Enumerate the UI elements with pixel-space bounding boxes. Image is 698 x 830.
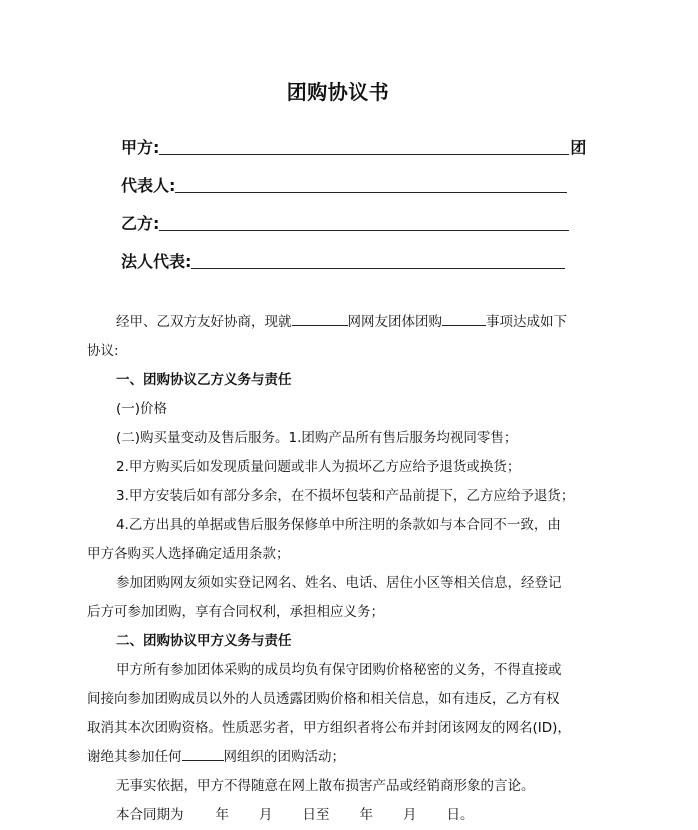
party-a-field <box>121 134 586 158</box>
representative-blank[interactable] <box>175 192 567 193</box>
clause-item-4b: 甲方各购买人选择确定适用条款； <box>87 546 290 562</box>
clause-item-3: 3.甲方安装后如有部分多余，在不损坏包装和产品前提下，乙方应给予退货； <box>116 488 575 504</box>
clause-registration-b: 后方可参加团购，享有合同权利，承担相应义务； <box>87 604 384 620</box>
term-start-month: 月 <box>259 807 273 823</box>
confidentiality-text-b: 网组织的团购活动； <box>223 749 345 765</box>
term-start-year: 年 <box>215 807 229 823</box>
term-start-day: 日至 <box>302 807 330 823</box>
clause-no-defamation: 无事实依据，甲方不得随意在网上散布损害产品或经销商形象的言论。 <box>116 778 535 794</box>
term-end-month: 月 <box>403 807 417 823</box>
clause-confidentiality-a: 甲方所有参加团体采购的成员均负有保守团购价格秘密的义务，不得直接或 <box>116 662 562 678</box>
party-b-blank[interactable] <box>159 230 569 231</box>
website-blank[interactable] <box>292 311 348 326</box>
intro-text-a: 经甲、乙双方友好协商，现就 <box>116 314 292 330</box>
clause-confidentiality-b: 间接向参加团购成员以外的人员透露团购价格和相关信息，如有违反，乙方有权 <box>87 691 560 707</box>
party-a-label: 甲方: <box>121 138 160 157</box>
clause-item-4a: 4.乙方出具的单据或售后服务保修单中所注明的条款如与本合同不一致，由 <box>116 517 561 533</box>
party-b-field <box>121 210 569 234</box>
item-blank[interactable] <box>442 311 486 326</box>
legal-rep-blank[interactable] <box>191 268 565 269</box>
intro-text-b: 网网友团体团购 <box>347 314 442 330</box>
party-a-blank[interactable] <box>159 154 569 155</box>
clause-item-2: 2.甲方购买后如发现质量问题或非人为损坏乙方应给予退货或换货； <box>116 459 521 475</box>
legal-rep-label: 法人代表: <box>121 252 192 271</box>
intro-text-c: 事项达成如下 <box>486 314 567 330</box>
clause-confidentiality-c: 取消其本次团购资格。性质恶劣者，甲方组织者将公布并封闭该网友的网名(ID)， <box>87 720 571 736</box>
section-1-heading: 一、团购协议乙方义务与责任 <box>116 372 292 388</box>
term-end-day: 日。 <box>446 807 474 823</box>
term-prefix: 本合同期为 <box>116 807 184 823</box>
representative-label: 代表人: <box>121 176 176 195</box>
contract-term <box>87 801 597 830</box>
party-a-suffix: 团 <box>570 138 587 157</box>
section-2-heading: 二、团购协议甲方义务与责任 <box>116 633 292 649</box>
term-end-year: 年 <box>359 807 373 823</box>
representative-field <box>121 172 567 196</box>
document-title: 团购协议书 <box>286 80 390 104</box>
party-b-label: 乙方: <box>121 214 160 233</box>
clause-confidentiality-d <box>87 743 597 772</box>
intro-line-2: 协议: <box>87 343 119 359</box>
clause-after-sales: (二)购买量变动及售后服务。1.团购产品所有售后服务均视同零售； <box>116 430 518 446</box>
agreement-body <box>87 308 597 830</box>
clause-registration-a: 参加团购网友须如实登记网名、姓名、电话、居住小区等相关信息，经登记 <box>116 575 562 591</box>
intro-line-1 <box>87 308 597 337</box>
network-blank[interactable] <box>182 746 224 761</box>
legal-rep-field <box>121 248 565 272</box>
clause-price: (一)价格 <box>116 401 168 417</box>
confidentiality-text-a: 谢绝其参加任何 <box>87 749 182 765</box>
